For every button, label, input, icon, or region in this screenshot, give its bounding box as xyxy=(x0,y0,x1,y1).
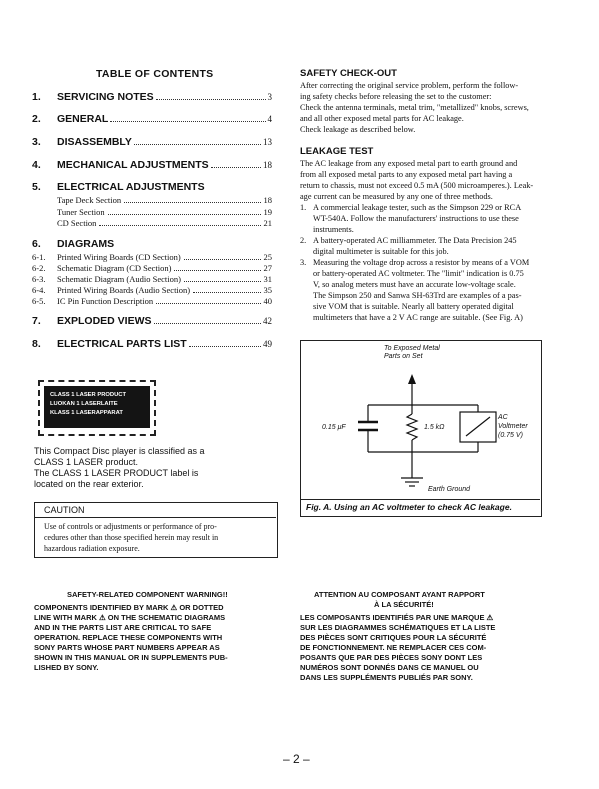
meter-label-2: Voltmeter xyxy=(498,423,528,430)
leakage-item-3-line-5: sive VOM that is suitable. Nearly all battery operated digital xyxy=(313,302,514,311)
toc-entry-exploded-views[interactable]: 7. EXPLODED VIEWS 42 xyxy=(32,315,272,327)
leakage-item-3-line-1: Measuring the voltage drop across a resistor by means of a VOM xyxy=(313,258,530,267)
leakage-item-1-line-1: A commercial leakage tester, such as the Simpson 229 or RCA xyxy=(313,203,522,212)
toc-subentry-cd[interactable]: CD Section 21 xyxy=(57,218,272,228)
leakage-item-3-line-4: The Simpson 250 and Sanwa SH-63Trd are examples of a pas- xyxy=(313,291,522,300)
capacitor-label: 0.15 μF xyxy=(322,424,346,431)
toc-subentry-6-2[interactable]: 6-2. Schematic Diagram (CD Section) 27 xyxy=(32,263,272,273)
toc-subentry-6-5[interactable]: 6-5. IC Pin Function Description 40 xyxy=(32,296,272,306)
toc-subentry-tape-deck[interactable]: Tape Deck Section 18 xyxy=(57,195,272,205)
toc-heading-electrical-adjustments[interactable]: 5. ELECTRICAL ADJUSTMENTS xyxy=(32,181,205,193)
toc-entry-mechanical-adjustments[interactable]: 4. MECHANICAL ADJUSTMENTS 18 xyxy=(32,159,272,171)
leakage-intro-line-2: from all exposed metal parts to any exposed metal part having a xyxy=(300,170,513,179)
leakage-item-1-number: 1. xyxy=(300,203,307,212)
figure-caption: Fig. A. Using an AC voltmeter to check AC leakage. xyxy=(306,502,512,512)
leakage-item-1-line-2: WT-540A. Follow the manufacturers' instructions to use these xyxy=(313,214,519,223)
leakage-test-title: LEAKAGE TEST xyxy=(300,146,374,157)
safety-checkout-line-1: After correcting the original service problem, perform the follow- xyxy=(300,81,519,90)
laser-label-line-3: KLASS 1 LASERAPPARAT xyxy=(50,410,123,416)
leakage-item-1-line-3: instruments. xyxy=(313,225,354,234)
safety-warning-line-2: LINE WITH MARK ⚠ ON THE SCHEMATIC DIAGRAMS xyxy=(34,613,226,622)
safety-warning-title: SAFETY-RELATED COMPONENT WARNING!! xyxy=(67,590,228,599)
earth-ground-label: Earth Ground xyxy=(428,486,471,493)
leakage-intro-line-1: The AC leakage from any exposed metal part to earth ground and xyxy=(300,159,518,168)
leakage-item-3-line-6: multimeters that have a 2 V AC range are suitable. (See Fig. A) xyxy=(313,313,523,322)
leakage-item-2-line-2: digital multimeter is suitable for this job. xyxy=(313,247,449,256)
french-warning-line-6: NUMÉROS SONT DONNÉS DANS CE MANUEL OU xyxy=(300,663,479,672)
leakage-item-3-line-2: or battery-operated AC voltmeter. The "limit" indication is 0.75 xyxy=(313,269,524,278)
safety-warning-line-6: SHOWN IN THIS MANUAL OR IN SUPPLEMENTS PUB- xyxy=(34,653,228,662)
leakage-item-3-line-3: V, so analog meters must have an accurate low-voltage scale. xyxy=(313,280,516,289)
leakage-intro-line-3: return to chassis, must not exceed 0.5 mA (500 microamperes.). Leak- xyxy=(300,181,534,190)
french-warning-line-1: LES COMPOSANTS IDENTIFIÉS PAR UNE MARQUE ⚠ xyxy=(300,613,494,622)
laser-note-line-4: located on the rear exterior. xyxy=(34,479,144,489)
page-number: – 2 – xyxy=(283,752,310,766)
french-warning-title-1: ATTENTION AU COMPOSANT AYANT RAPPORT xyxy=(314,590,485,599)
safety-checkout-line-5: Check leakage as described below. xyxy=(300,125,416,134)
laser-note-line-3: The CLASS 1 LASER PRODUCT label is xyxy=(34,468,199,478)
resistor-label: 1.5 kΩ xyxy=(424,424,445,431)
french-warning-line-4: DE FONCTIONNEMENT. NE REMPLACER CES COM- xyxy=(300,643,487,652)
caution-line-1: Use of controls or adjustments or performance of pro- xyxy=(44,522,217,531)
meter-label-3: (0.75 V) xyxy=(498,432,523,439)
safety-checkout-line-2: ing safety checks before releasing the set to the customer: xyxy=(300,92,492,101)
safety-checkout-line-3: Check the antenna terminals, metal trim, "metallized" knobs, screws, xyxy=(300,103,529,112)
caution-line-2: cedures other than those specified herein may result in xyxy=(44,533,219,542)
toc-subentry-6-3[interactable]: 6-3. Schematic Diagram (Audio Section) 31 xyxy=(32,274,272,284)
leakage-item-2-number: 2. xyxy=(300,236,307,245)
toc-subentry-tuner[interactable]: Tuner Section 19 xyxy=(57,207,272,217)
french-warning-line-3: DES PIÈCES SONT CRITIQUES POUR LA SÉCURITÉ xyxy=(300,633,487,642)
laser-label-line-1: CLASS 1 LASER PRODUCT xyxy=(50,392,127,398)
laser-note-line-1: This Compact Disc player is classified as a xyxy=(34,446,205,456)
toc-heading-diagrams[interactable]: 6. DIAGRAMS xyxy=(32,238,115,250)
safety-warning-line-7: LISHED BY SONY. xyxy=(34,663,99,672)
safety-warning-line-1: COMPONENTS IDENTIFIED BY MARK ⚠ OR DOTTED xyxy=(34,603,224,612)
french-warning-title-2: À LA SÉCURITÉ! xyxy=(374,600,434,609)
caution-line-3: hazardous radiation exposure. xyxy=(44,544,140,553)
caution-title: CAUTION xyxy=(44,505,85,515)
leakage-item-2-line-1: A battery-operated AC milliammeter. The Data Precision 245 xyxy=(313,236,517,245)
safety-checkout-line-4: and all other exposed metal parts for AC leakage. xyxy=(300,114,464,123)
figure-top-label-2: Parts on Set xyxy=(384,353,423,360)
toc-subentry-6-1[interactable]: 6-1. Printed Wiring Boards (CD Section) 25 xyxy=(32,252,272,262)
toc-title: TABLE OF CONTENTS xyxy=(96,68,214,80)
french-warning-line-5: POSANTS QUE PAR DES PIÈCES SONY DONT LES xyxy=(300,653,483,662)
safety-warning-line-4: OPERATION. REPLACE THESE COMPONENTS WITH xyxy=(34,633,223,642)
toc-entry-electrical-parts-list[interactable]: 8. ELECTRICAL PARTS LIST 49 xyxy=(32,338,272,350)
toc-entry-disassembly[interactable]: 3. DISASSEMBLY 13 xyxy=(32,136,272,148)
leakage-intro-line-4: age current can be measured by any one of three methods. xyxy=(300,192,493,201)
french-warning-line-7: DANS LES SUPPLÉMENTS PUBLIÉS PAR SONY. xyxy=(300,673,473,682)
safety-warning-line-5: SONY PARTS WHOSE PART NUMBERS APPEAR AS xyxy=(34,643,220,652)
safety-warning-line-3: AND IN THE PARTS LIST ARE CRITICAL TO SAFE xyxy=(34,623,212,632)
laser-note-line-2: CLASS 1 LASER product. xyxy=(34,457,139,467)
figure-top-label-1: To Exposed Metal xyxy=(384,345,440,352)
leakage-item-3-number: 3. xyxy=(300,258,307,267)
laser-label-line-2: LUOKAN 1 LASERLAITE xyxy=(50,401,118,407)
french-warning-line-2: SUR LES DIAGRAMMES SCHÉMATIQUES ET LA LISTE xyxy=(300,623,496,632)
toc-subentry-6-4[interactable]: 6-4. Printed Wiring Boards (Audio Section) 35 xyxy=(32,285,272,295)
toc-entry-servicing-notes[interactable]: 1. SERVICING NOTES 3 xyxy=(32,91,272,103)
toc-entry-general[interactable]: 2. GENERAL 4 xyxy=(32,113,272,125)
safety-checkout-title: SAFETY CHECK-OUT xyxy=(300,68,397,79)
meter-label-1: AC xyxy=(498,414,508,421)
